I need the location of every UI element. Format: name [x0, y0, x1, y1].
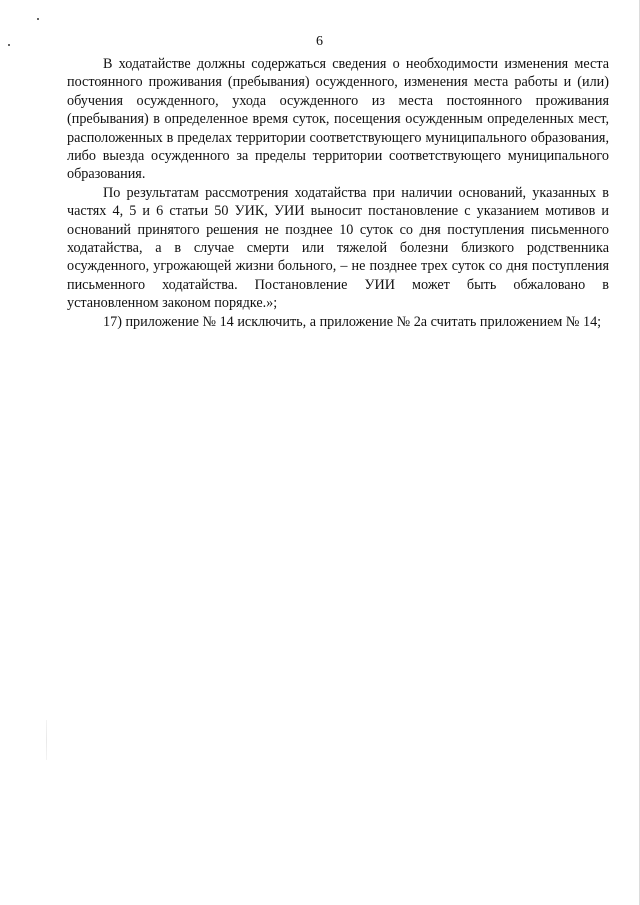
document-body: [67, 55, 609, 331]
paragraph-review-results: По результатам рассмотрения ходатайства при наличии оснований, указанных в частях 4, 5 и 6 статьи 50 УИК, УИИ выносит постановление с указанием мотивов и оснований принятого решения не позднее 10 суток со дня поступления письменного ходатайства, а в случае смерти или тяжелой болезни близкого родственника осужденного, угрожающей жизни больного, – не позднее трех суток со дня поступления письменного ходатайства. Постановление УИИ может быть обжаловано в установленном законом порядке.»;: [67, 184, 609, 312]
paragraph-petition-contents: В ходатайстве должны содержаться сведения о необходимости изменения места постоянного проживания (пребывания) осужденного, изменения места работы и (или) обучения осужденного, ухода осужденного из места постоянного проживания (пребывания) в определенное время суток, посещения осужденным определенных мест, расположенных в пределах территории соответствующего муниципального образования, либо выезда осужденного за пределы территории соответствующего муниципального образования.: [67, 56, 609, 183]
page-number: 6: [316, 34, 323, 49]
scan-speck: [37, 18, 39, 20]
paragraph-item-17: 17) приложение № 14 исключить, а приложение № 2а считать приложением № 14;: [103, 313, 602, 330]
scan-artifact: [46, 720, 47, 760]
